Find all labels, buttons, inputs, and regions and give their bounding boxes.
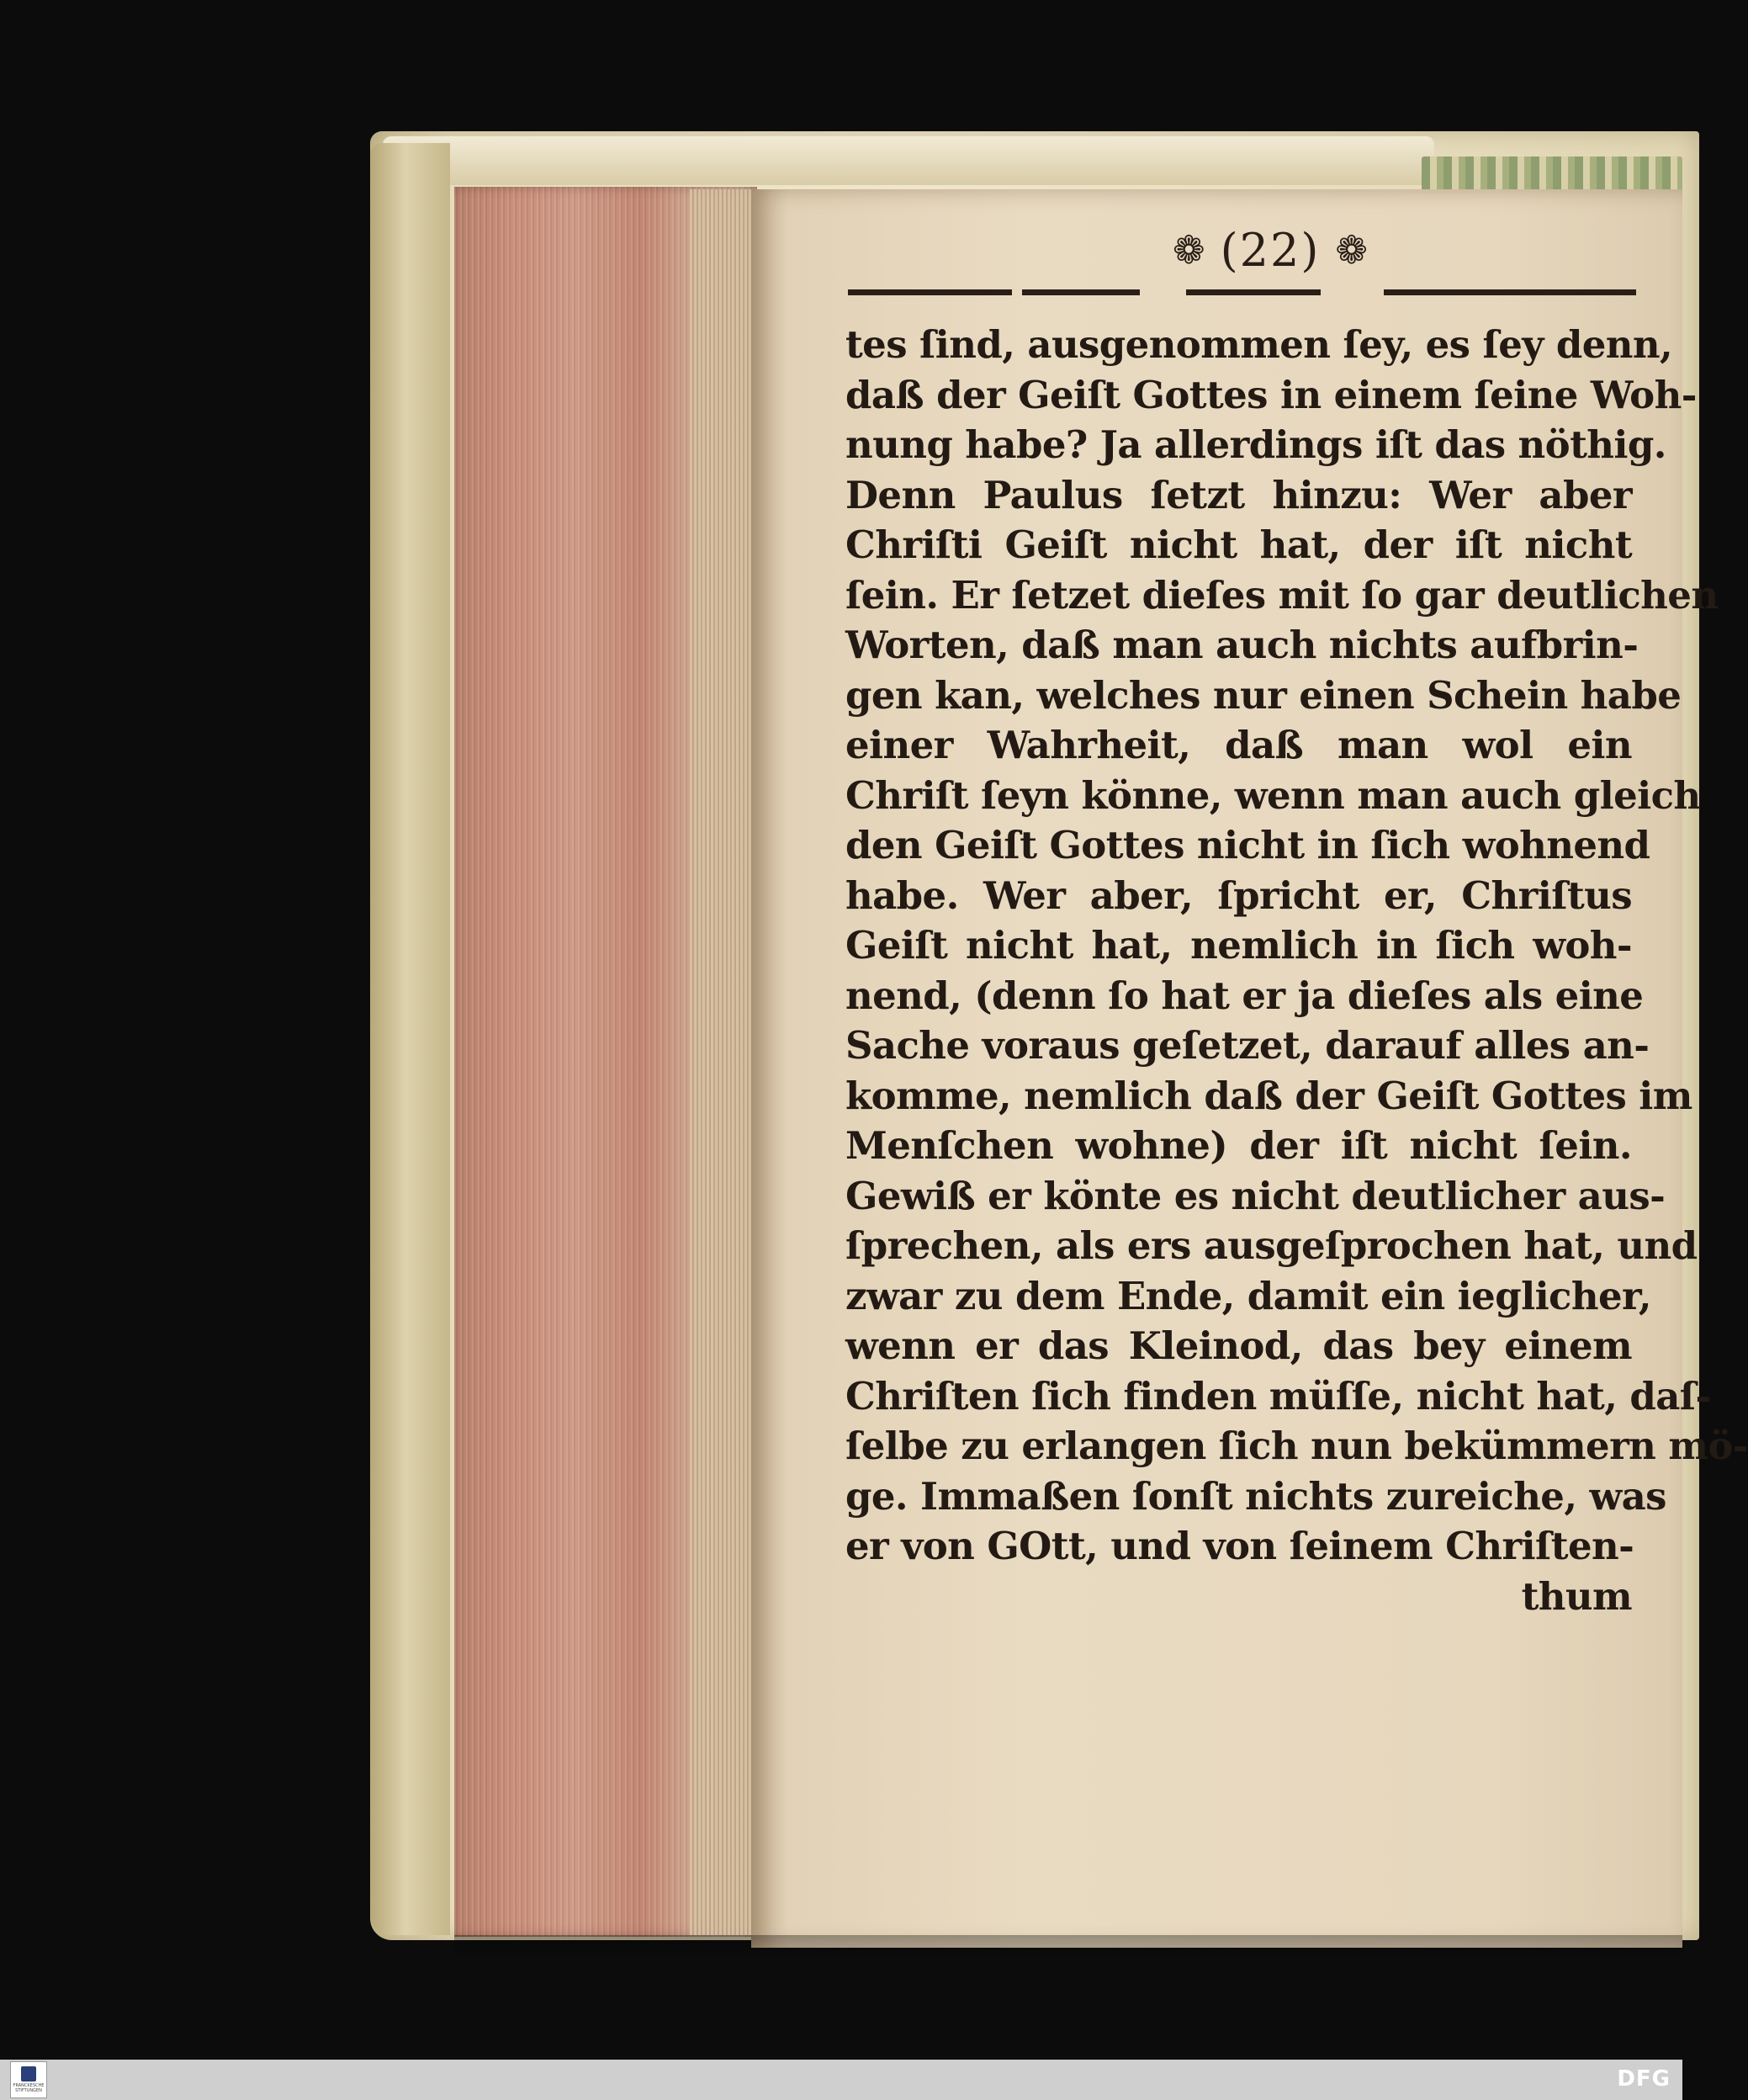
text-line: komme, nemlich daß der Geiſt Gottes im <box>845 1073 1692 1118</box>
viewer-footer-bar <box>0 2060 1682 2100</box>
running-header <box>1094 220 1447 279</box>
page-edges-inner <box>690 189 757 1935</box>
header-rule-4 <box>1384 289 1636 295</box>
text-line: den Geiſt Gottes nicht in ſich wohnend <box>845 823 1650 867</box>
header-rule-3 <box>1186 289 1321 295</box>
logo-text: FRANCKESCHE STIFTUNGEN <box>13 2083 45 2093</box>
text-line: habe. Wer aber, ſpricht er, Chriſtus <box>845 872 1632 918</box>
cover-top-edge <box>383 136 1434 185</box>
ornament-right-icon: ❁ <box>1335 227 1368 273</box>
text-line: Chriſt ſeyn könne, wenn man auch gleich <box>845 772 1701 818</box>
text-line: gen kan, welches nur einen Schein habe <box>845 672 1682 718</box>
page-number: (22) <box>1220 223 1321 277</box>
text-line: Worten, daß man auch nichts aufbrin- <box>845 623 1639 667</box>
page-shadow <box>454 1935 1682 1960</box>
text-line: nend, (denn ſo hat er ja dieſes als eine <box>845 973 1644 1018</box>
text-line: Gewiß er könte es nicht deutlicher aus- <box>845 1173 1666 1218</box>
text-line: Denn Paulus ſetzt hinzu: Wer aber <box>845 472 1632 517</box>
header-rule-1 <box>848 289 1012 295</box>
ornament-left-icon: ❁ <box>1173 227 1205 273</box>
text-line: Geiſt nicht hat, nemlich in ſich woh- <box>845 923 1632 968</box>
text-line: zwar zu dem Ende, damit ein ieglicher, <box>845 1273 1651 1318</box>
dfg-logo[interactable]: DFG <box>1617 2066 1671 2092</box>
text-line: nung habe? Ja allerdings iſt das nöthig. <box>845 422 1666 467</box>
text-line: Menſchen wohne) der iſt nicht ſein. <box>845 1123 1632 1168</box>
text-line: ſprechen, als ers ausgeſprochen hat, und <box>845 1223 1698 1268</box>
text-line: Chriſti Geiſt nicht hat, der iſt nicht <box>845 522 1632 567</box>
header-rule-2 <box>1022 289 1140 295</box>
text-line: tes ſind, ausgenommen ſey, es ſey denn, <box>845 322 1673 367</box>
text-line: ge. Immaßen ſonſt nichts zureiche, was <box>845 1473 1666 1519</box>
logo-emblem-icon <box>21 2066 36 2081</box>
catchword: thum <box>1521 1573 1632 1619</box>
text-line: ſelbe zu erlangen ſich nun bekümmern mö- <box>845 1424 1748 1468</box>
text-line: Chriſten ſich finden müſſe, nicht hat, daſ- <box>845 1373 1711 1419</box>
body-text <box>845 320 1748 1621</box>
cover-spine-flap <box>370 143 450 1935</box>
text-line: ſein. Er ſetzet dieſes mit ſo gar deutlichen <box>845 572 1719 618</box>
text-line: wenn er das Kleinod, das bey einem <box>845 1323 1632 1368</box>
text-line: Sache voraus geſetzet, darauf alles an- <box>845 1023 1650 1068</box>
text-line: einer Wahrheit, daß man wol ein <box>845 723 1632 767</box>
text-line: er von GOtt, und von ſeinem Chriſten- <box>845 1524 1634 1568</box>
institution-logo[interactable] <box>10 2061 47 2098</box>
text-line: daß der Geiſt Gottes in einem ſeine Woh- <box>845 372 1697 417</box>
